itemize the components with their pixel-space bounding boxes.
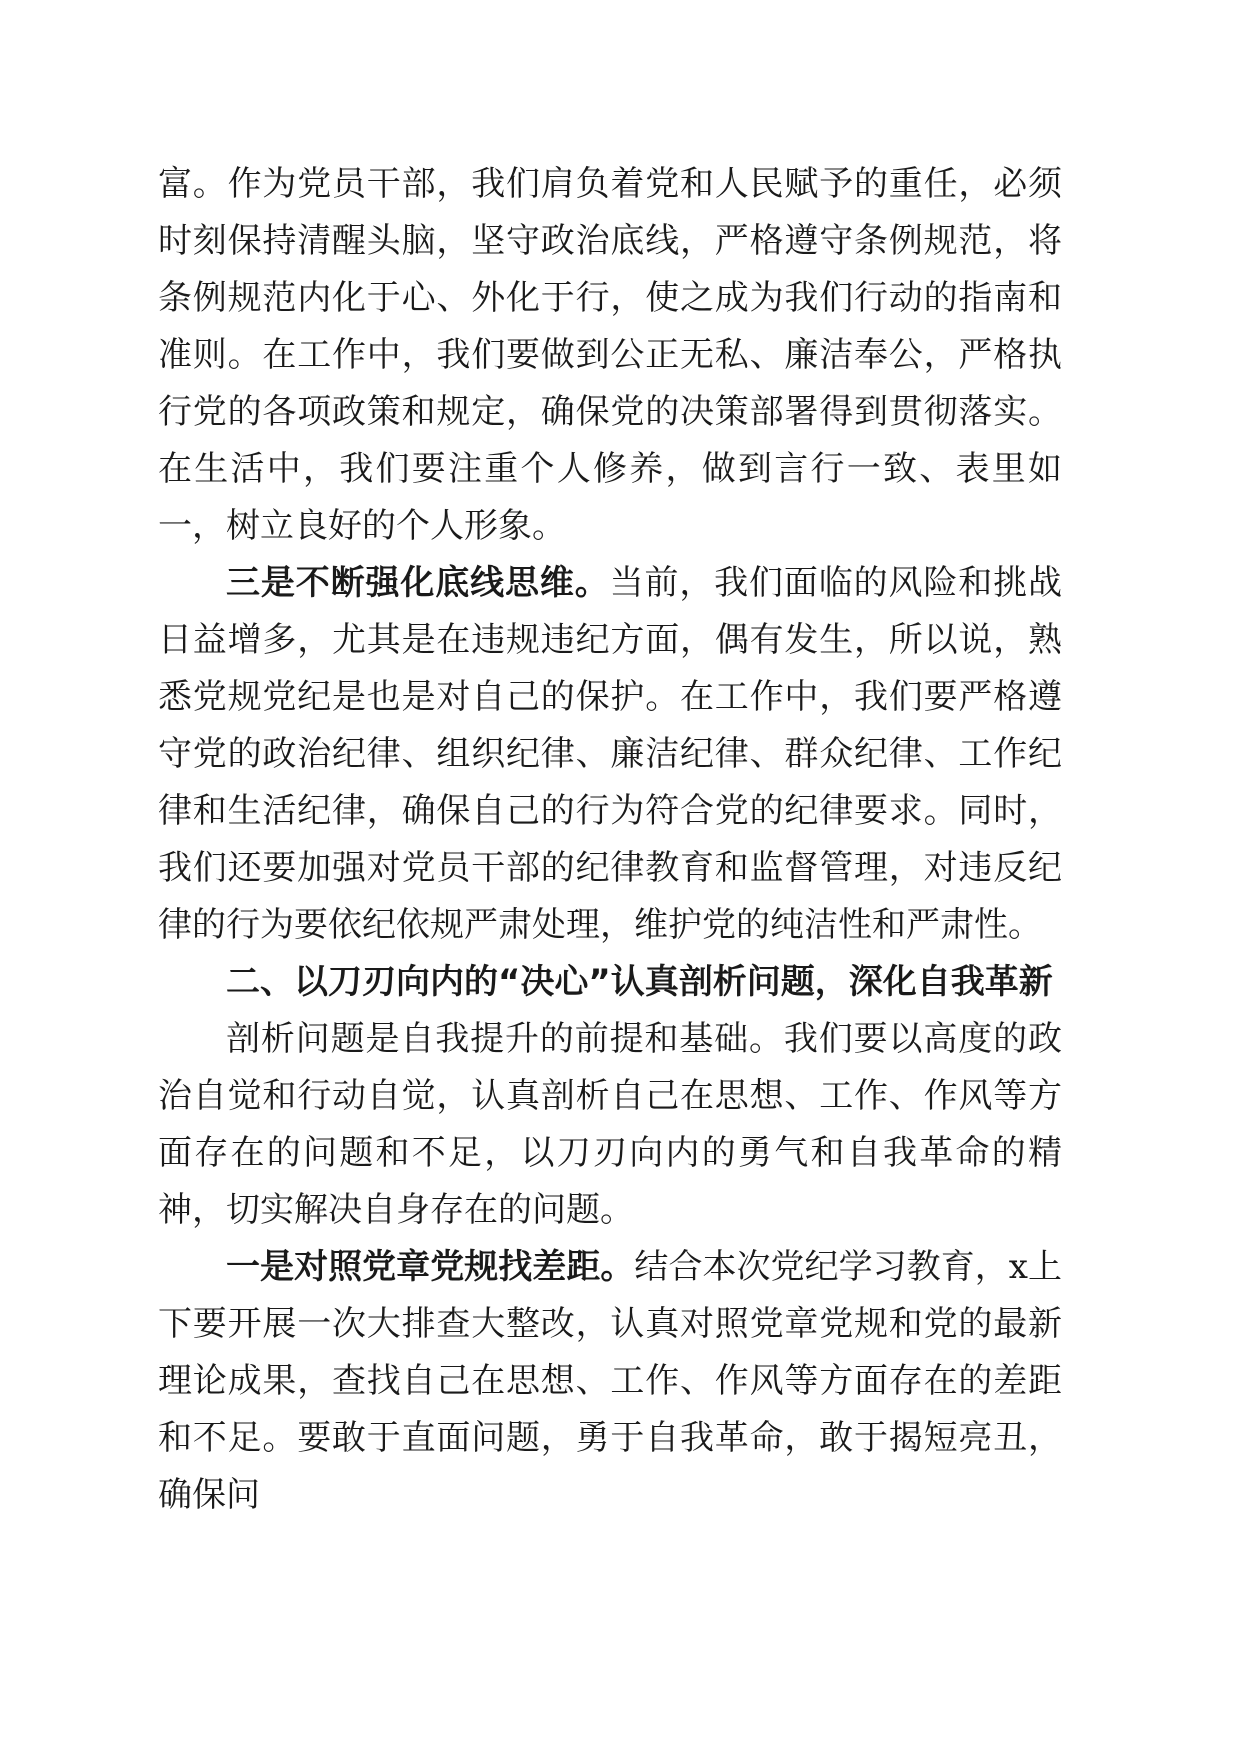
paragraph-body-party-constitution: 结合本次党纪学习教育，x上下要开展一次大排查大整改，认真对照党章党规和党的最新理论成果，查找自己在思想、工作、作风等方面存在的差距和不足。要敢于直面问题，勇于自我革命，敢于揭短亮丑，确保问 [158, 1247, 1062, 1515]
paragraph-analyze-problems: 剖析问题是自我提升的前提和基础。我们要以高度的政治自觉和行动自觉，认真剖析自己在思想、工作、作风等方面存在的问题和不足，以刀刃向内的勇气和自我革命的精神，切实解决自身存在的问题。 [158, 1019, 1062, 1230]
paragraph-continuation: 富。作为党员干部，我们肩负着党和人民赋予的重任，必须时刻保持清醒头脑，坚守政治底线，严格遵守条例规范，将条例规范内化于心、外化于行，使之成为我们行动的指南和准则。在工作中，我们要做到公正无私、廉洁奉公，严格执行党的各项政策和规定，确保党的决策部署得到贯彻落实。在生活中，我们要注重个人修养，做到言行一致、表里如一，树立良好的个人形象。 [158, 164, 1062, 546]
paragraph-lead-bottom-line: 三是不断强化底线思维。 [226, 563, 610, 603]
section-heading-self-reform: 二、以刀刃向内的“决心”认真剖析问题，深化自我革新 [226, 962, 1053, 1002]
document-body [158, 156, 1062, 1524]
paragraph-party-constitution [158, 1239, 1062, 1524]
paragraph-lead-party-constitution: 一是对照党章党规找差距。 [226, 1247, 635, 1287]
paragraph-bottom-line-thinking [158, 555, 1062, 954]
paragraph-body-bottom-line: 当前，我们面临的风险和挑战日益增多，尤其是在违规违纪方面，偶有发生，所以说，熟悉党规党纪是也是对自己的保护。在工作中，我们要严格遵守党的政治纪律、组织纪律、廉洁纪律、群众纪律、工作纪律和生活纪律，确保自己的行为符合党的纪律要求。同时，我们还要加强对党员干部的纪律教育和监督管理，对违反纪律的行为要依纪依规严肃处理，维护党的纯洁性和严肃性。 [158, 563, 1063, 945]
